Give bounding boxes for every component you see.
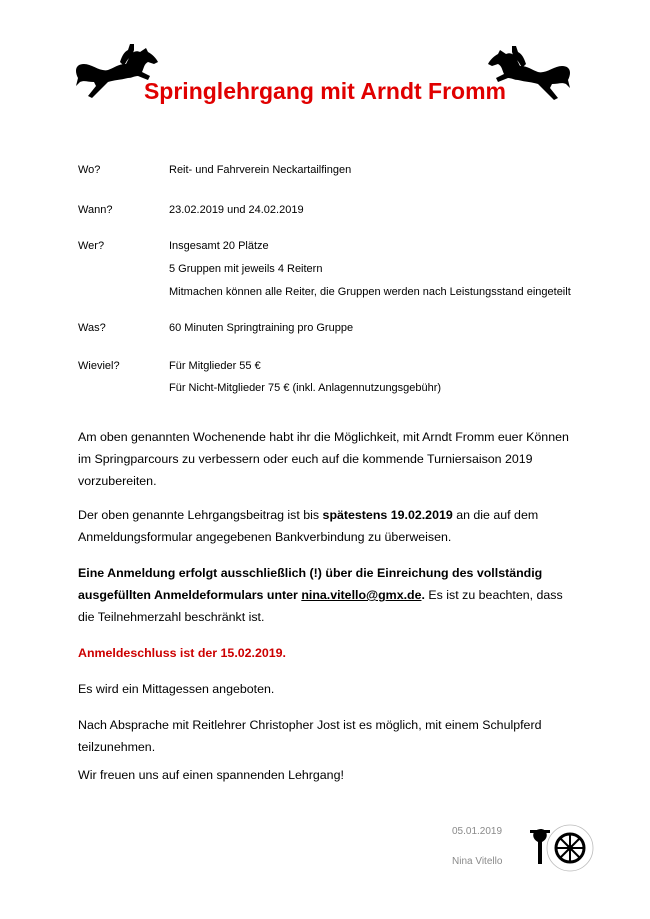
info-value: Insgesamt 20 Plätze	[169, 240, 269, 252]
info-value: Für Mitglieder 55 €	[169, 360, 261, 372]
info-label: Wann?	[78, 204, 113, 216]
email-link[interactable]: nina.vitello@gmx.de	[301, 588, 422, 602]
paragraph-lunch: Es wird ein Mittagessen angeboten.	[78, 682, 275, 696]
info-value: 23.02.2019 und 24.02.2019	[169, 204, 304, 216]
info-value: Reit- und Fahrverein Neckartailfingen	[169, 164, 352, 176]
deadline-payment: spätestens 19.02.2019	[322, 508, 453, 522]
paragraph-intro: Am oben genannten Wochenende habt ihr die Möglichkeit, mit Arndt Fromm euer Können im Springparcours zu verbessern oder euch auf die kommende Turniersaison 2019 vorzubereiten.	[78, 430, 569, 488]
paragraph-deadline: Anmeldeschluss ist der 15.02.2019.	[78, 646, 286, 660]
paragraph-registration	[78, 562, 578, 628]
paragraph-payment	[78, 504, 578, 548]
text: Eine Anmeldung erfolgt ausschließlich (!) über die Einreichung des vollständig ausgefüllten Anmeldeformulars unter	[78, 566, 543, 602]
info-value: Für Nicht-Mitglieder 75 € (inkl. Anlagennutzungsgebühr)	[169, 382, 442, 394]
page-title: Springlehrgang mit Arndt Fromm	[143, 78, 507, 104]
text: Es ist zu beachten, dass die Teilnehmerzahl beschränkt ist.	[78, 588, 563, 624]
footer-date: 05.01.2019	[452, 826, 503, 837]
info-value: 60 Minuten Springtraining pro Gruppe	[169, 322, 354, 334]
info-label: Wer?	[78, 240, 105, 252]
text: an die auf dem Anmeldungsformular angegebenen Bankverbindung zu überweisen.	[78, 508, 539, 544]
info-value: Mitmachen können alle Reiter, die Gruppen werden nach Leistungsstand eingeteilt	[169, 286, 571, 298]
info-label: Wieviel?	[78, 360, 120, 372]
paragraph-closing: Wir freuen uns auf einen spannenden Lehrgang!	[78, 768, 344, 782]
info-value: 5 Gruppen mit jeweils 4 Reitern	[169, 263, 323, 275]
text: Der oben genannte Lehrgangsbeitrag ist bis	[78, 508, 323, 522]
paragraph-schoolhorse: Nach Absprache mit Reitlehrer Christopher Jost ist es möglich, mit einem Schulpferd teilzunehmen.	[78, 718, 542, 754]
text: .	[421, 588, 425, 602]
info-label: Was?	[78, 322, 106, 334]
info-label: Wo?	[78, 164, 101, 176]
club-seal-icon	[528, 822, 598, 874]
footer-name: Nina Vitello	[452, 856, 503, 867]
